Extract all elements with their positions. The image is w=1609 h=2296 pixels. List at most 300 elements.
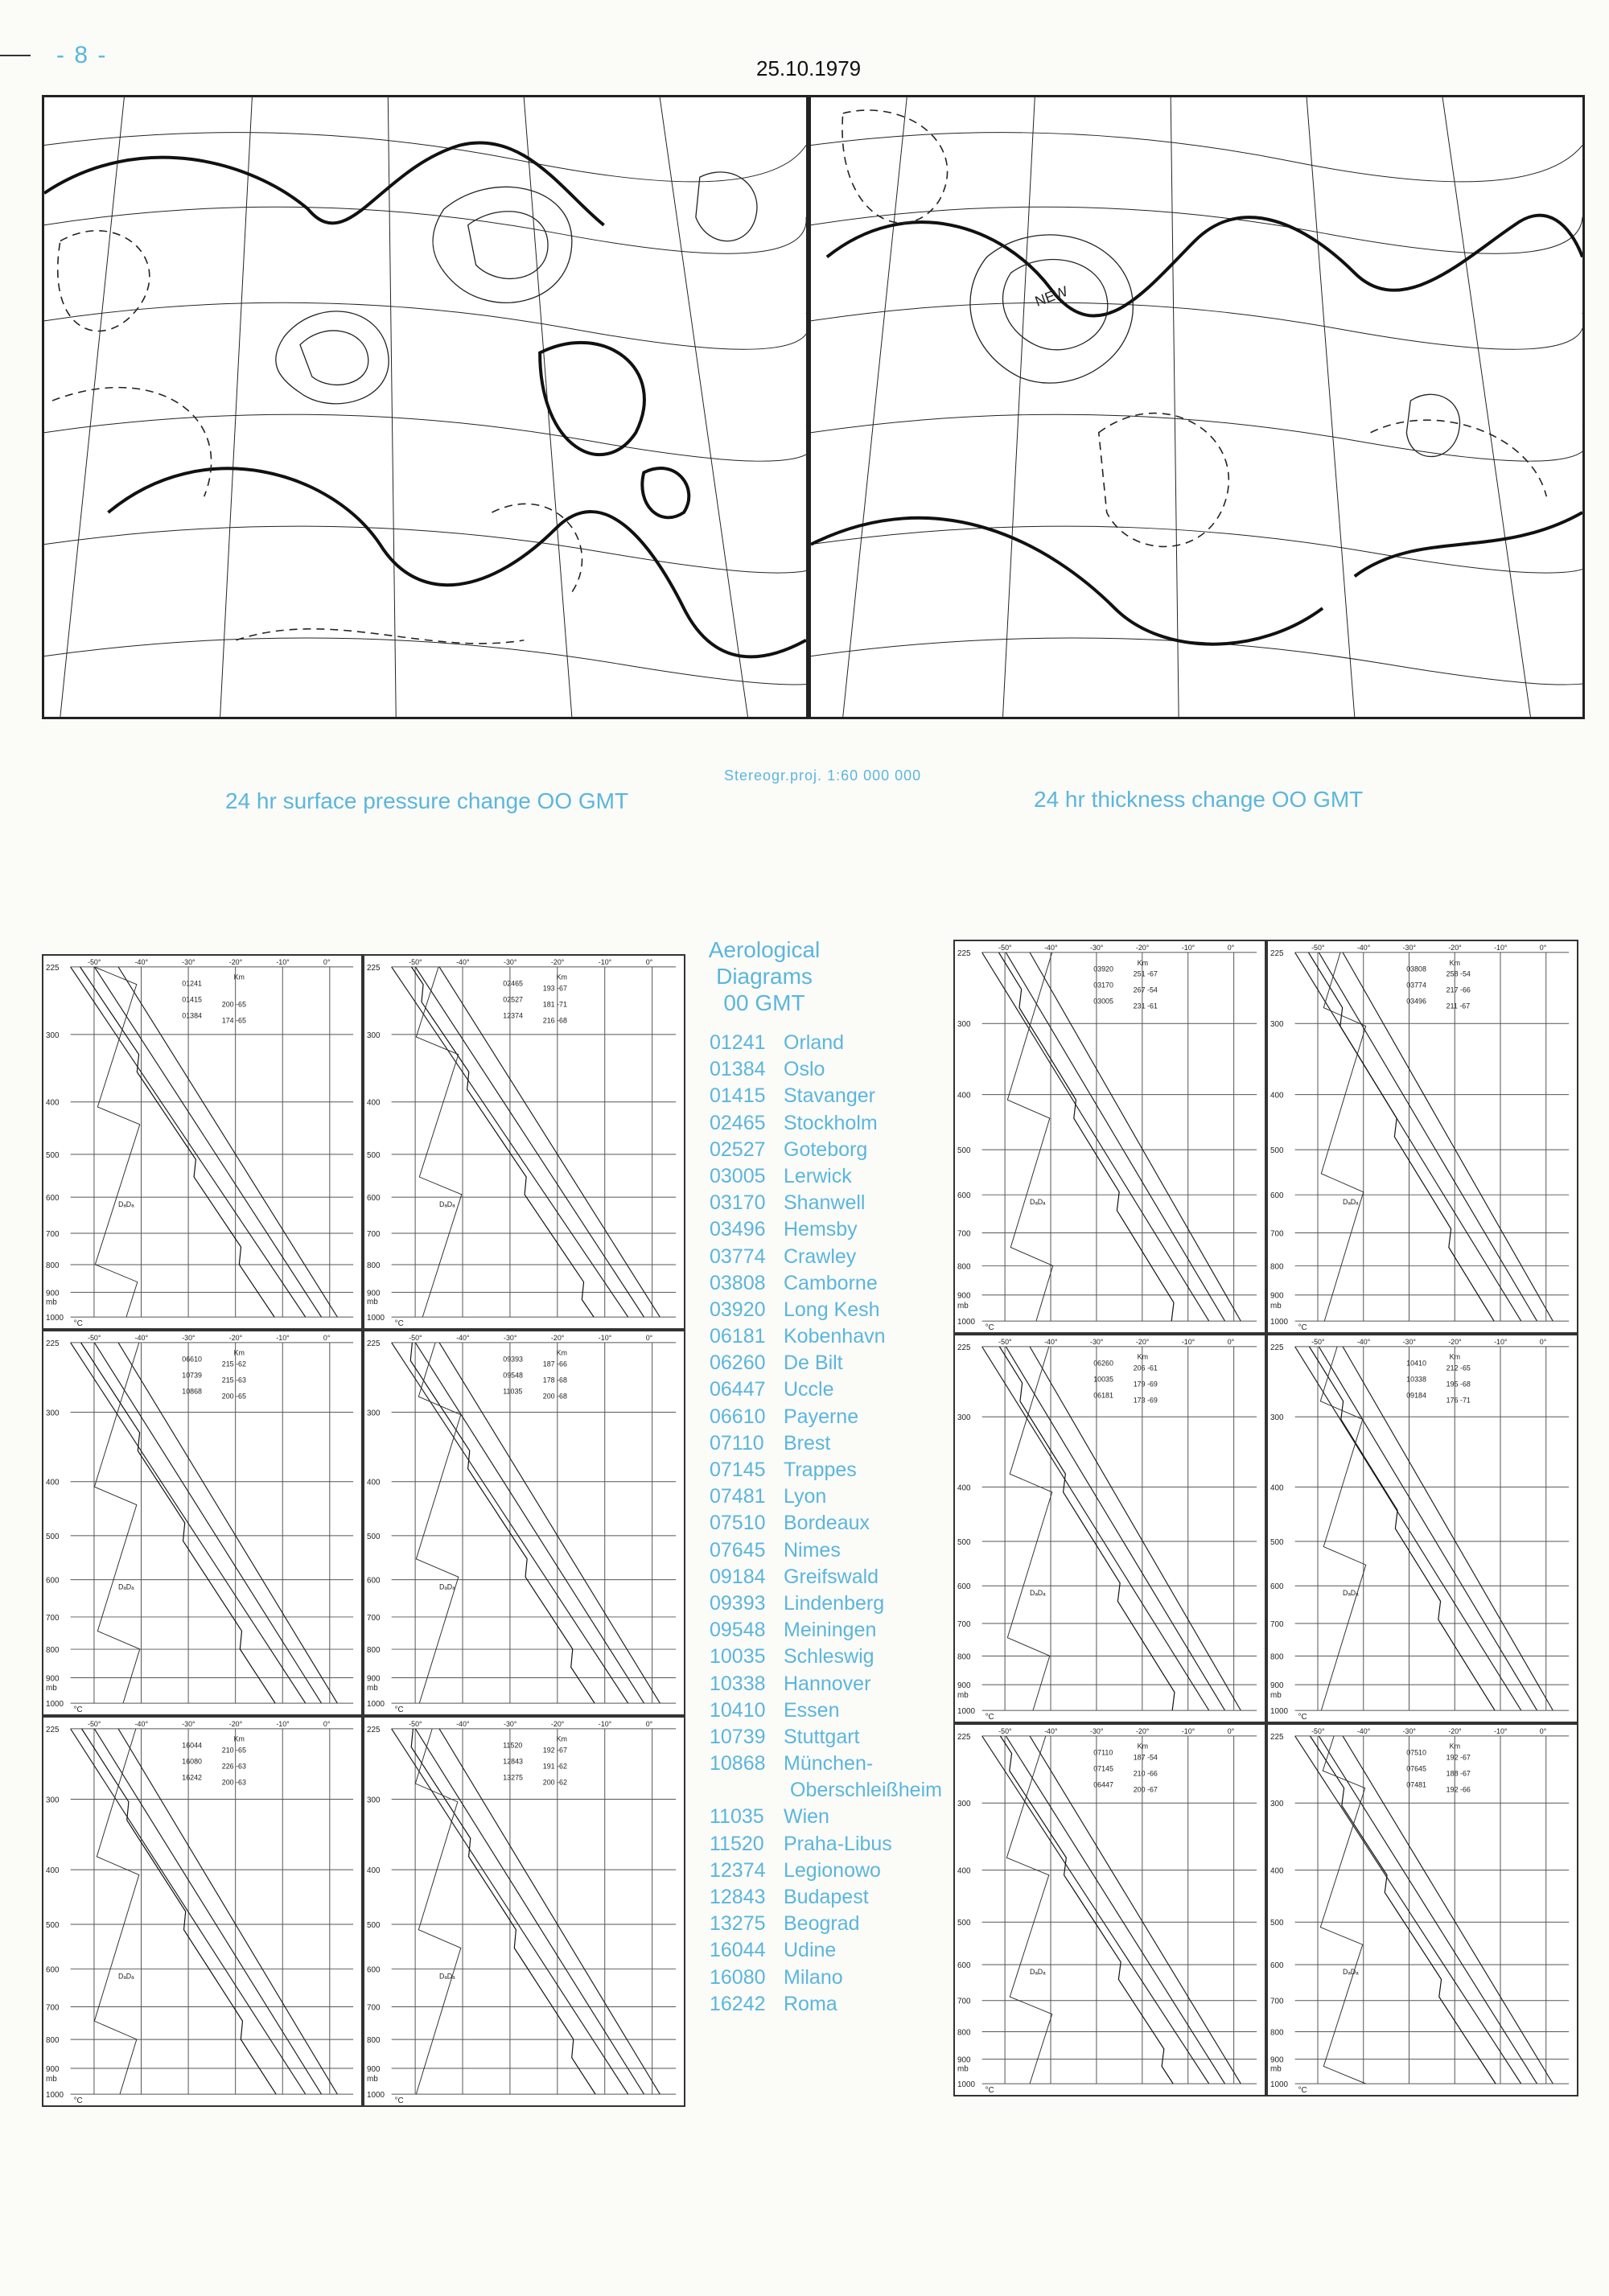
- temperature-tick-label: -10°: [1494, 1726, 1508, 1735]
- pressure-level-label: 700: [1270, 1619, 1284, 1629]
- pressure-unit-label: mb: [1270, 2064, 1282, 2074]
- pressure-level-label: 300: [366, 1796, 381, 1805]
- station-code: 16242: [710, 1992, 766, 2015]
- pressure-level-label: 1000: [957, 1707, 975, 1717]
- diagram-graphic: [364, 1718, 684, 2105]
- temperature-tick-label: -30°: [504, 1719, 517, 1728]
- temperature-tick-label: -40°: [1044, 943, 1058, 952]
- pressure-level-label: 700: [45, 1230, 60, 1240]
- temperature-tick-label: -50°: [998, 943, 1012, 952]
- temperature-tick-label: -20°: [1448, 1337, 1462, 1346]
- pressure-level-label: 700: [1270, 1229, 1284, 1239]
- temperature-unit-label: °C: [1298, 1323, 1307, 1332]
- pressure-level-label: 300: [957, 1020, 971, 1030]
- pressure-level-label: 1000: [45, 1700, 64, 1710]
- aerological-diagram: [363, 1330, 685, 1716]
- temperature-tick-label: -40°: [1044, 1726, 1058, 1735]
- station-list-item: [710, 1564, 942, 1590]
- temperature-unit-label: °C: [394, 1706, 404, 1714]
- station-name: Meiningen: [784, 1619, 877, 1642]
- temperature-unit-label: °C: [985, 1713, 994, 1722]
- temperature-tick-label: 0°: [645, 1333, 653, 1342]
- legend-heading: [708, 936, 821, 1016]
- km-label: Km: [1137, 1352, 1148, 1361]
- station-list-item: [710, 1216, 942, 1243]
- station-list-item: [710, 1858, 942, 1884]
- pressure-level-label: 400: [45, 1098, 60, 1108]
- km-label: Km: [1449, 958, 1460, 967]
- diagram-graphic: [955, 1725, 1265, 2095]
- temperature-tick-label: 0°: [645, 1719, 653, 1728]
- pressure-unit-label: mb: [45, 1298, 57, 1307]
- temperature-tick-label: -40°: [1044, 1337, 1058, 1346]
- dewpoint-label: DₐDₐ: [1343, 1967, 1359, 1976]
- pressure-level-label: 500: [957, 1919, 971, 1928]
- diagram-graphic: [955, 1335, 1265, 1722]
- station-code: 02527: [710, 1138, 766, 1161]
- diagram-station-code: 09548: [503, 1371, 524, 1380]
- pressure-level-label: 300: [366, 1409, 381, 1418]
- dewpoint-label: DₐDₐ: [118, 1972, 134, 1981]
- pressure-level-label: 225: [957, 1343, 971, 1352]
- pressure-level-label: 900: [957, 2055, 971, 2065]
- pressure-level-label: 500: [366, 1921, 381, 1931]
- station-list-item: [710, 1590, 942, 1617]
- diagram-station-wind: 192 -67: [542, 1746, 567, 1755]
- station-name: Essen: [784, 1698, 840, 1722]
- pressure-unit-label: mb: [45, 2075, 57, 2084]
- diagram-station-wind: 191 -62: [542, 1762, 567, 1771]
- diagram-station-wind: 258 -54: [1446, 969, 1471, 978]
- diagram-station-wind: 251 -67: [1133, 969, 1158, 978]
- diagram-station-code: 06181: [1093, 1391, 1113, 1400]
- temperature-tick-label: 0°: [1227, 1726, 1235, 1735]
- dewpoint-label: DₐDₐ: [118, 1199, 134, 1208]
- temperature-tick-label: -10°: [1494, 943, 1508, 952]
- temperature-tick-label: -10°: [598, 1719, 612, 1728]
- pressure-level-label: 400: [45, 1866, 60, 1876]
- temperature-tick-label: 0°: [323, 1333, 331, 1342]
- aerological-diagram: [1266, 1723, 1578, 2096]
- temperature-tick-label: -50°: [409, 1333, 422, 1342]
- diagram-station-code: 16242: [182, 1773, 203, 1782]
- temperature-tick-label: -20°: [1448, 943, 1462, 952]
- diagram-graphic: [43, 1331, 361, 1714]
- diagram-station-wind: 231 -61: [1133, 1002, 1158, 1010]
- diagram-station-wind: 176 -71: [1446, 1396, 1471, 1405]
- pressure-level-label: 700: [1270, 1997, 1284, 2006]
- pressure-level-label: 400: [1270, 1866, 1284, 1876]
- diagram-graphic: [364, 956, 684, 1328]
- km-label: Km: [556, 1348, 567, 1357]
- station-name: Stockholm: [784, 1111, 878, 1134]
- pressure-level-label: 300: [366, 1031, 381, 1040]
- aerological-diagram: [953, 1334, 1266, 1723]
- diagram-station-wind: 211 -67: [1446, 1002, 1471, 1010]
- aerological-diagram: [42, 954, 363, 1330]
- pressure-level-label: 900: [1270, 1291, 1284, 1301]
- diagram-station-code: 01415: [182, 995, 203, 1004]
- pressure-level-label: 900: [957, 1291, 971, 1301]
- station-list-item: [710, 1911, 942, 1937]
- station-name: Brest: [784, 1431, 831, 1455]
- pressure-level-label: 500: [1270, 1537, 1284, 1547]
- pressure-level-label: 225: [1270, 1343, 1284, 1352]
- diagram-station-wind: 215 -63: [221, 1376, 246, 1385]
- pressure-level-label: 500: [366, 1532, 381, 1541]
- station-list-item: [710, 1671, 942, 1697]
- pressure-level-label: 500: [45, 1150, 60, 1160]
- station-list: [710, 1030, 942, 2018]
- km-label: Km: [1137, 958, 1148, 967]
- station-code: 10035: [710, 1645, 766, 1669]
- station-list-item: [710, 1831, 942, 1858]
- temperature-tick-label: -30°: [182, 1719, 195, 1728]
- station-name: Hannover: [784, 1672, 871, 1695]
- station-code: 10868: [710, 1752, 766, 1775]
- diagram-station-code: 03170: [1093, 981, 1113, 990]
- pressure-level-label: 700: [366, 1230, 381, 1240]
- temperature-tick-label: -50°: [998, 1726, 1012, 1735]
- temperature-tick-label: -50°: [88, 957, 101, 966]
- temperature-tick-label: -10°: [1181, 943, 1195, 952]
- pressure-level-label: 225: [366, 963, 381, 973]
- pressure-level-label: 800: [366, 1261, 381, 1270]
- diagram-station-wind: 188 -67: [1446, 1769, 1471, 1778]
- station-name: Oberschleißheim: [790, 1779, 942, 1802]
- pressure-level-label: 600: [45, 1965, 60, 1975]
- temperature-tick-label: -40°: [1356, 1726, 1371, 1735]
- temperature-tick-label: 0°: [1539, 1337, 1547, 1346]
- station-name: Orland: [784, 1031, 845, 1054]
- legend-heading-line: 00 GMT: [723, 990, 805, 1015]
- pressure-level-label: 800: [45, 1261, 60, 1270]
- temperature-tick-label: -30°: [1402, 1337, 1417, 1346]
- station-code: 07645: [710, 1538, 766, 1562]
- diagram-station-code: 13275: [503, 1773, 524, 1782]
- pressure-level-label: 800: [957, 2028, 971, 2038]
- pressure-level-label: 300: [1270, 1413, 1284, 1423]
- pressure-level-label: 600: [1270, 1582, 1284, 1592]
- station-code: 02465: [710, 1111, 766, 1134]
- station-name: Schleswig: [784, 1645, 874, 1669]
- temperature-unit-label: °C: [394, 2096, 404, 2105]
- pressure-level-label: 800: [1270, 2028, 1284, 2038]
- diagram-station-code: 07645: [1406, 1764, 1426, 1773]
- temperature-tick-label: -50°: [409, 1719, 422, 1728]
- diagram-graphic: [43, 1718, 361, 2105]
- pressure-map-caption: 24 hr surface pressure change OO GMT: [225, 788, 629, 813]
- pressure-level-label: 600: [45, 1576, 60, 1586]
- legend-heading-line: Aerological: [708, 937, 821, 962]
- diagram-station-code: 10410: [1406, 1359, 1426, 1368]
- temperature-tick-label: -20°: [228, 957, 243, 966]
- diagram-station-code: 07145: [1093, 1764, 1113, 1773]
- diagram-station-wind: 187 -54: [1133, 1753, 1158, 1762]
- station-list-item: [710, 1937, 942, 1964]
- diagram-station-code: 02527: [503, 995, 524, 1004]
- pressure-level-label: 600: [366, 1965, 381, 1975]
- station-list-item: [710, 1697, 942, 1724]
- pressure-level-label: 225: [957, 948, 971, 958]
- pressure-level-label: 225: [45, 1725, 60, 1734]
- station-name: Camborne: [784, 1271, 878, 1294]
- station-list-item: [710, 1724, 942, 1751]
- diagram-station-wind: 200 -68: [542, 1392, 567, 1401]
- diagram-station-wind: 212 -65: [1446, 1364, 1471, 1372]
- diagram-station-wind: 206 -61: [1133, 1364, 1158, 1372]
- diagram-station-wind: 173 -69: [1133, 1396, 1158, 1405]
- temperature-tick-label: -40°: [134, 1333, 149, 1342]
- diagram-station-code: 07110: [1093, 1748, 1113, 1757]
- temperature-tick-label: -40°: [1356, 1337, 1371, 1346]
- station-code: 11520: [710, 1832, 764, 1855]
- pressure-level-label: 300: [957, 1413, 971, 1423]
- temperature-tick-label: -50°: [1311, 1726, 1325, 1735]
- new-label: NEW: [1032, 282, 1070, 310]
- pressure-level-label: 700: [957, 1229, 971, 1239]
- station-list-item: [710, 1884, 942, 1911]
- station-code: 16044: [710, 1939, 766, 1962]
- diagram-station-wind: 200 -67: [1133, 1785, 1158, 1794]
- diagram-station-code: 10035: [1093, 1375, 1113, 1384]
- pressure-unit-label: mb: [366, 1298, 378, 1307]
- pressure-level-label: 225: [45, 963, 60, 973]
- temperature-tick-label: -20°: [550, 1719, 565, 1728]
- diagram-graphic: [1268, 1725, 1577, 2095]
- pressure-unit-label: mb: [1270, 1691, 1282, 1701]
- projection-note: Stereogr.proj. 1:60 000 000: [724, 767, 922, 784]
- station-list-item: [710, 1110, 942, 1137]
- station-list-item: [710, 1056, 942, 1083]
- diagram-station-code: 03496: [1406, 997, 1426, 1006]
- pressure-level-label: 400: [366, 1478, 381, 1487]
- station-name: Budapest: [784, 1886, 869, 1908]
- diagram-station-wind: 226 -63: [221, 1762, 246, 1771]
- page-number: - 8 -: [56, 42, 108, 68]
- pressure-level-label: 400: [957, 1483, 971, 1493]
- aerological-diagram: [363, 954, 685, 1330]
- station-name: De Bilt: [784, 1352, 843, 1375]
- km-label: Km: [233, 1734, 245, 1743]
- diagram-station-code: 09393: [503, 1355, 524, 1364]
- temperature-unit-label: °C: [1298, 2086, 1307, 2095]
- pressure-level-label: 300: [1270, 1020, 1284, 1030]
- diagram-station-wind: 200 -62: [542, 1778, 567, 1787]
- station-list-item: [710, 1083, 942, 1109]
- pressure-level-label: 600: [45, 1194, 60, 1204]
- pressure-level-label: 225: [366, 1339, 381, 1348]
- station-list-item: [710, 1751, 942, 1777]
- station-list-item: [710, 1965, 942, 1991]
- station-list-item: [710, 1323, 942, 1350]
- temperature-tick-label: -10°: [1181, 1337, 1195, 1346]
- aerological-diagram: [1266, 940, 1578, 1334]
- dewpoint-label: DₐDₐ: [1030, 1589, 1046, 1598]
- temperature-tick-label: -10°: [276, 1719, 290, 1728]
- diagram-graphic: [364, 1331, 684, 1714]
- station-code: 03920: [710, 1298, 766, 1321]
- diagram-station-wind: 178 -68: [542, 1376, 567, 1385]
- pressure-level-label: 600: [957, 1961, 971, 1971]
- station-name: Stavanger: [784, 1084, 875, 1108]
- temperature-tick-label: -20°: [1448, 1726, 1462, 1735]
- diagram-station-code: 10739: [182, 1371, 203, 1380]
- station-name: Legionowo: [784, 1858, 881, 1882]
- station-name: Stuttgart: [784, 1725, 860, 1748]
- pressure-level-label: 1000: [1270, 1707, 1288, 1717]
- pressure-level-label: 700: [366, 1613, 381, 1623]
- pressure-unit-label: mb: [366, 2075, 378, 2084]
- diagram-station-code: 11520: [503, 1741, 523, 1750]
- km-label: Km: [556, 973, 567, 981]
- diagram-station-wind: 179 -69: [1133, 1380, 1158, 1389]
- temperature-tick-label: -40°: [134, 957, 149, 966]
- station-list-item: [710, 1510, 942, 1537]
- pressure-level-label: 225: [45, 1339, 60, 1348]
- temperature-tick-label: 0°: [1227, 1337, 1235, 1346]
- station-name: Praha-Libus: [784, 1832, 892, 1855]
- diagram-station-code: 09184: [1406, 1391, 1426, 1400]
- pressure-level-label: 700: [45, 1613, 60, 1623]
- diagram-station-code: 10868: [182, 1387, 203, 1396]
- temperature-tick-label: -30°: [182, 1333, 195, 1342]
- diagram-station-wind: 200 -65: [221, 1000, 246, 1009]
- km-label: Km: [1449, 1742, 1460, 1751]
- pressure-level-label: 900: [366, 2064, 381, 2075]
- pressure-level-label: 300: [45, 1031, 60, 1040]
- diagram-graphic: [43, 956, 361, 1328]
- diagram-station-code: 06260: [1093, 1359, 1113, 1368]
- station-code: 03774: [710, 1245, 766, 1268]
- station-name: Long Kesh: [784, 1298, 880, 1321]
- pressure-unit-label: mb: [366, 1684, 378, 1693]
- diagram-station-wind: 217 -66: [1446, 985, 1471, 994]
- pressure-level-label: 600: [1270, 1191, 1284, 1201]
- temperature-tick-label: -10°: [598, 1333, 612, 1342]
- station-code: 03005: [710, 1164, 766, 1187]
- pressure-level-label: 500: [45, 1532, 60, 1541]
- diagram-station-wind: 181 -71: [542, 1000, 567, 1009]
- diagram-station-code: 10338: [1406, 1375, 1426, 1384]
- station-list-item: [710, 1483, 942, 1510]
- pressure-level-label: 500: [366, 1150, 381, 1160]
- dewpoint-label: DₐDₐ: [439, 1582, 455, 1591]
- station-code: 06260: [710, 1352, 766, 1375]
- pressure-level-label: 700: [366, 2003, 381, 2013]
- pressure-level-label: 700: [957, 1619, 971, 1629]
- diagram-station-wind: 210 -66: [1133, 1769, 1158, 1778]
- pressure-level-label: 400: [957, 1091, 971, 1101]
- pressure-level-label: 1000: [45, 2091, 64, 2101]
- diagram-station-code: 03005: [1093, 997, 1113, 1006]
- station-name: Goteborg: [784, 1138, 868, 1161]
- diagram-station-code: 11035: [503, 1387, 523, 1396]
- station-name: Lyon: [784, 1485, 827, 1508]
- page-date: 25.10.1979: [756, 56, 862, 80]
- temperature-tick-label: 0°: [1227, 943, 1235, 952]
- diagram-station-code: 06447: [1093, 1780, 1113, 1789]
- temperature-unit-label: °C: [73, 1319, 83, 1328]
- pressure-unit-label: mb: [1270, 1302, 1282, 1311]
- station-list-item: [710, 1804, 942, 1830]
- temperature-tick-label: -30°: [182, 957, 195, 966]
- diagram-station-code: 12843: [503, 1757, 524, 1766]
- temperature-unit-label: °C: [985, 1323, 994, 1332]
- km-label: Km: [1137, 1742, 1148, 1751]
- temperature-tick-label: -40°: [456, 1719, 470, 1728]
- pressure-level-label: 400: [366, 1866, 381, 1876]
- station-code: 03170: [710, 1191, 766, 1215]
- pressure-level-label: 225: [1270, 948, 1284, 958]
- pressure-level-label: 600: [366, 1194, 381, 1204]
- station-name: Shanwell: [784, 1191, 866, 1215]
- station-name: Oslo: [784, 1058, 825, 1081]
- temperature-tick-label: -20°: [1135, 943, 1150, 952]
- temperature-unit-label: °C: [73, 2096, 83, 2105]
- diagram-station-code: 03920: [1093, 965, 1113, 973]
- station-name: Payerne: [784, 1405, 859, 1428]
- pressure-level-label: 600: [366, 1576, 381, 1586]
- temperature-tick-label: 0°: [1539, 1726, 1547, 1735]
- diagram-station-wind: 193 -67: [542, 984, 567, 993]
- temperature-tick-label: -20°: [550, 957, 565, 966]
- temperature-tick-label: -50°: [998, 1337, 1012, 1346]
- pressure-level-label: 1000: [957, 2080, 975, 2090]
- station-code: 16080: [710, 1965, 766, 1989]
- aerological-diagram: [42, 1330, 363, 1716]
- legend-heading-line: Diagrams: [716, 964, 813, 989]
- pressure-level-label: 800: [957, 1652, 971, 1662]
- temperature-unit-label: °C: [394, 1319, 404, 1328]
- km-label: Km: [233, 1348, 245, 1357]
- diagram-station-wind: 215 -62: [221, 1360, 246, 1368]
- diagram-station-wind: 174 -65: [221, 1016, 246, 1025]
- station-code: 06181: [710, 1325, 766, 1348]
- pressure-level-label: 800: [957, 1262, 971, 1272]
- station-code: 06447: [710, 1378, 766, 1401]
- pressure-level-label: 800: [366, 2036, 381, 2046]
- aerological-diagram: [42, 1716, 363, 2107]
- pressure-level-label: 500: [1270, 1146, 1284, 1156]
- pressure-unit-label: mb: [45, 1684, 57, 1693]
- station-code: 09184: [710, 1565, 766, 1588]
- pressure-level-label: 1000: [45, 1314, 64, 1323]
- pressure-level-label: 400: [366, 1098, 381, 1108]
- pressure-level-label: 300: [45, 1409, 60, 1418]
- pressure-level-label: 1000: [1270, 2080, 1288, 2090]
- station-code: 09548: [710, 1619, 766, 1642]
- station-name: Crawley: [784, 1245, 857, 1268]
- pressure-level-label: 400: [1270, 1483, 1284, 1493]
- temperature-tick-label: -40°: [456, 957, 470, 966]
- dewpoint-label: DₐDₐ: [1030, 1967, 1046, 1976]
- dewpoint-label: DₐDₐ: [439, 1199, 455, 1208]
- temperature-tick-label: -30°: [1090, 943, 1104, 952]
- station-list-item: [710, 1617, 942, 1644]
- station-code: 03808: [710, 1271, 766, 1294]
- diagram-station-code: 07481: [1406, 1780, 1426, 1789]
- pressure-level-label: 225: [957, 1732, 971, 1742]
- dewpoint-label: DₐDₐ: [1343, 1589, 1359, 1598]
- station-code: 10739: [710, 1725, 766, 1748]
- station-name: Milano: [784, 1965, 843, 1989]
- temperature-tick-label: -50°: [88, 1719, 101, 1728]
- station-name: Udine: [784, 1939, 837, 1962]
- dewpoint-label: DₐDₐ: [1030, 1198, 1046, 1207]
- diagram-station-code: 01384: [182, 1011, 203, 1020]
- aerological-diagram: [953, 940, 1266, 1334]
